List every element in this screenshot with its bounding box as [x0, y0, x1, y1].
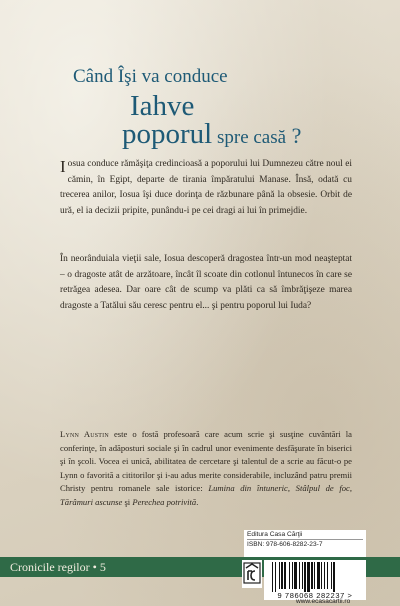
blurb-paragraph-1	[60, 157, 352, 219]
book-title-1: Lumina din întuneric	[208, 483, 288, 494]
barcode-bar	[304, 562, 306, 592]
publisher-url: www.ecasacartii.ro	[296, 598, 351, 605]
barcode-bar	[321, 562, 322, 589]
barcode-bar	[299, 562, 300, 589]
barcode-bar	[281, 562, 283, 589]
barcode-bar	[275, 562, 276, 592]
casa-cartii-logo-icon	[242, 560, 262, 588]
barcode-bar	[272, 562, 273, 592]
barcode-bar	[292, 562, 293, 589]
barcode-bar	[327, 562, 328, 589]
barcode-bar	[333, 562, 335, 592]
headline-line-2: Iahve	[130, 90, 195, 122]
barcode-bar	[279, 562, 280, 589]
bio-separator: ,	[287, 483, 296, 494]
bio-end: .	[196, 496, 199, 507]
headline-line-1: Când Îşi va conduce	[73, 66, 228, 87]
blurb-paragraph-1-text: osua conduce rămăşiţa credincioasă a poporului lui Dumnezeu către noul ei cămin, în Egipt, departe de tirania împăratului Manase. Însă, odată cu trecerea anilor, Iosua îşi duce dorinţa de răzbunare până la obsesie. Orbit de ură, el ia decizii pripite, punându-i pe cei dragi ai lui în primejdie.	[60, 159, 352, 216]
logo-graphic	[242, 560, 262, 588]
barcode-digits: 9 786068 282237 >	[264, 592, 366, 600]
author-name: Lynn Austin	[60, 429, 109, 439]
isbn-text: ISBN: 978-606-8282-23-7	[247, 541, 323, 548]
bio-text: este o fostă profesoară care acum scrie şi susţine cuvântări la conferinţe, în adăposturi sociale şi în cadrul unor evenimente desfăşurate în biserici şi în şcoli. Vocea ei unică, abilitatea de cercetare şi talentul de a scrie au făcut-o pe Lynn o favorită a cititorilor şi i-au adus merite considerabile, incluzând patru premii Christy pentru romanele sale istorice:	[60, 429, 352, 494]
barcode-bar	[294, 562, 297, 589]
barcode-bar	[311, 562, 313, 589]
author-bio	[60, 428, 352, 510]
bio-separator: ,	[349, 483, 352, 494]
barcode-bar	[324, 562, 325, 589]
bio-separator: şi	[122, 496, 133, 507]
barcode-bar	[302, 562, 303, 589]
headline-question-mark: ?	[286, 123, 302, 148]
publisher-name: Editura Casa Cărţii	[247, 530, 363, 540]
publisher-box	[244, 530, 366, 560]
headline-spre-casa: spre casă	[212, 127, 287, 148]
headline-word-poporul: poporul	[122, 118, 213, 150]
book-title-3: Tărâmuri ascunse	[60, 496, 123, 507]
barcode-bar	[331, 562, 332, 589]
barcode-bars	[264, 560, 366, 592]
barcode-bar	[284, 562, 286, 589]
barcode-bar	[317, 562, 320, 589]
isbn-barcode	[264, 560, 366, 600]
series-label: Cronicile regilor • 5	[10, 560, 106, 574]
barcode-bar	[307, 562, 310, 592]
blurb-paragraph-2: În neorânduiala vieţii sale, Iosua descoperă dragostea într-un mod neaşteptat – o dragoste atât de arzătoare, încât îl scoate din cotlonul întunecos în care se retrăgea adesea. Dar oare cât de scump va plăti ca să îmbrăţişeze marea dragoste a Tatălui său ceresc pentru el... şi pentru poporul lui Iuda?	[60, 254, 352, 311]
book-title-4: Perechea potrivită	[132, 496, 197, 507]
headline-line-3	[122, 118, 301, 151]
book-title-2: Stâlpul de foc	[295, 483, 350, 494]
barcode-bar	[314, 562, 315, 589]
barcode-bar	[289, 562, 290, 589]
drop-cap: I	[60, 157, 66, 176]
